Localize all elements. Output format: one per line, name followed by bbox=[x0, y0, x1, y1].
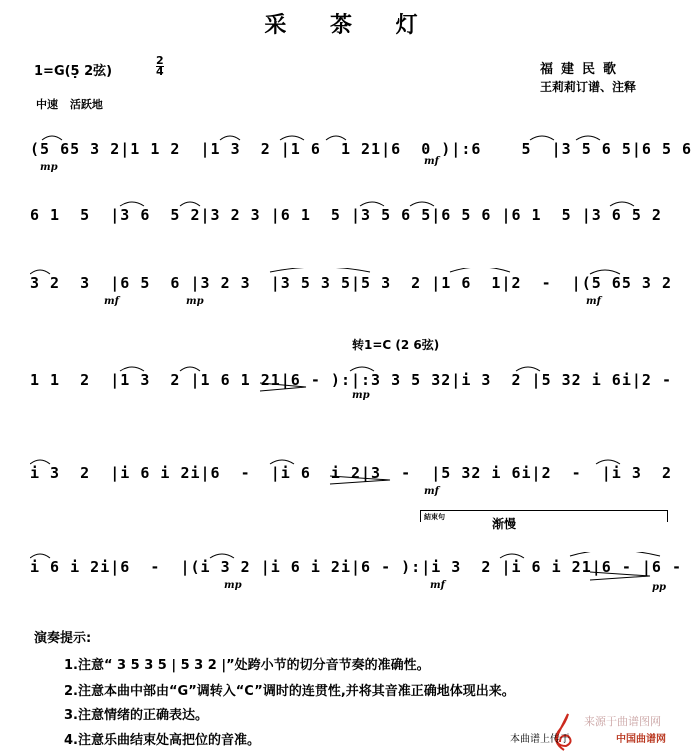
notation-text: 6 1 5 |3 6 5 2|3 2 3 |6 1 5 |3 5 6 5|6 5 6 |6 1 5 |3 6 5 2 bbox=[30, 206, 662, 224]
tip-item: 2.注意本曲中部由“G”调转入“C”调时的连贯性,并将其音准正确地体现出来。 bbox=[64, 684, 515, 699]
watermark-text: 来源于曲谱图网 bbox=[584, 715, 661, 728]
score-line-2 bbox=[30, 200, 680, 230]
dynamic-mark: mf bbox=[104, 296, 119, 307]
time-numerator: 2 bbox=[156, 54, 164, 67]
tips-heading: 演奏提示: bbox=[34, 631, 92, 646]
origin-label: 福建民歌 bbox=[540, 62, 625, 77]
tip-item: 1.注意“ 3 5 3 5 | 5 3 2 |”处跨小节的切分音节奏的准确性。 bbox=[64, 658, 430, 673]
dynamic-mark: mp bbox=[352, 390, 370, 401]
score-line-6 bbox=[30, 552, 680, 582]
dynamic-mark: pp bbox=[652, 582, 666, 593]
dynamic-mark: mf bbox=[424, 486, 439, 497]
notation-text: (5 65 3 2|1 1 2 |1 3 2 |1 6 1 21|6 0 )|:6 5 |3 5 6 5|6 5 6 bbox=[30, 140, 693, 158]
notation-text: 1 1 2 |1 3 2 |1 6 1 21|6 - ):|:3 3 5 32|i 3 2 |5 32 i 6i|2 - bbox=[30, 371, 672, 389]
page-title: 采 茶 灯 bbox=[264, 13, 436, 38]
notation-text: i 6 i 2i|6 - |(i 3 2 |i 6 i 2i|6 - ):|i 3 2 |i 6 i 21|6 - |6 - bbox=[30, 558, 682, 576]
time-signature bbox=[156, 56, 164, 77]
time-denominator: 4 bbox=[156, 65, 164, 78]
dynamic-mark: mf bbox=[424, 156, 439, 167]
editor-credit: 王莉莉订谱、注释 bbox=[540, 80, 637, 94]
tempo-marking: 中速 活跃地 bbox=[36, 98, 103, 111]
notation-text: i 3 2 |i 6 i 2i|6 - |i 6 i 2|3 - |5 32 i 6i|2 - |i 3 2 bbox=[30, 464, 672, 482]
score-line-1 bbox=[30, 134, 693, 164]
notation-text: 3 2 3 |6 5 6 |3 2 3 |3 5 3 5|5 3 2 |1 6 1|2 - |(5 65 3 2 bbox=[30, 274, 672, 292]
source-credit: 本曲谱上传于 bbox=[510, 734, 570, 745]
ending-bracket bbox=[420, 510, 668, 522]
dynamic-mark: mf bbox=[430, 580, 445, 591]
dynamic-mark: mp bbox=[186, 296, 204, 307]
dynamic-mark: mf bbox=[586, 296, 601, 307]
tip-item: 3.注意情绪的正确表达。 bbox=[64, 708, 208, 723]
dynamic-mark: mp bbox=[224, 580, 242, 591]
brand-name: 中国曲谱网 bbox=[616, 734, 666, 745]
ending-label: 結束句 bbox=[424, 513, 445, 521]
score-line-3 bbox=[30, 268, 680, 298]
dynamic-mark: mp bbox=[40, 162, 58, 173]
key-signature: 1=G(5̣ 2弦) bbox=[34, 64, 113, 79]
modulation-marking: 转1=C (2 6弦) bbox=[352, 338, 440, 352]
ritardando-marking: 渐慢 bbox=[492, 517, 517, 531]
tip-item: 4.注意乐曲结束处高把位的音准。 bbox=[64, 733, 260, 748]
score-line-5 bbox=[30, 458, 680, 488]
